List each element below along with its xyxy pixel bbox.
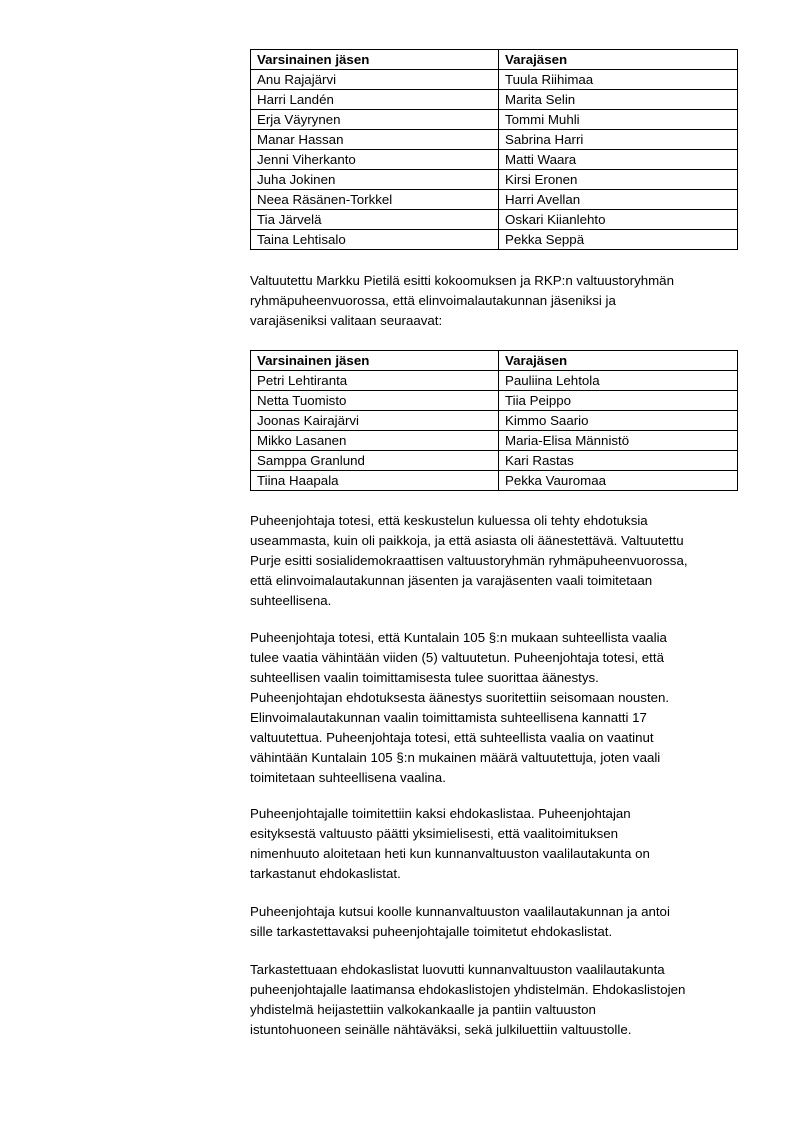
table-row <box>251 230 738 250</box>
text-line: Valtuutettu Markku Pietilä esitti kokoomuksen ja RKP:n valtuustoryhmän <box>250 273 674 288</box>
text-line: suhteellisen vaalin toimittamisesta tulee suorittaa äänestys. <box>250 670 599 685</box>
table-cell: Anu Rajajärvi <box>251 70 499 90</box>
table-cell: Maria-Elisa Männistö <box>499 431 738 451</box>
table-cell: Jenni Viherkanto <box>251 150 499 170</box>
table-cell: Sabrina Harri <box>499 130 738 150</box>
text-line: että elinvoimalautakunnan jäsenten ja varajäsenten vaali toimitetaan <box>250 573 653 588</box>
text-line: istuntohuoneen seinälle nähtäväksi, sekä julkiluettiin valtuustolle. <box>250 1022 632 1037</box>
members-table-1 <box>250 49 738 250</box>
text-line: Purje esitti sosialidemokraattisen valtuustoryhmän ryhmäpuheenvuorossa, <box>250 553 688 568</box>
table-header-row <box>251 50 738 70</box>
table-row <box>251 190 738 210</box>
text-line: puheenjohtajalle laatimansa ehdokaslistojen yhdistelmän. Ehdokaslistojen <box>250 982 686 997</box>
table-row <box>251 431 738 451</box>
table-row <box>251 451 738 471</box>
table-row <box>251 471 738 491</box>
table-row <box>251 90 738 110</box>
table-cell: Oskari Kiianlehto <box>499 210 738 230</box>
text-line: esityksestä valtuusto päätti yksimielisesti, että vaalitoimituksen <box>250 826 619 841</box>
table-cell: Tommi Muhli <box>499 110 738 130</box>
table-cell: Pekka Vauromaa <box>499 471 738 491</box>
paragraph-election-board <box>250 902 750 942</box>
text-line: vähintään Kuntalain 105 §:n mukainen määrä valtuutettuja, joten vaali <box>250 750 661 765</box>
table-cell: Kimmo Saario <box>499 411 738 431</box>
header-cell: Varajäsen <box>499 351 738 371</box>
table-row <box>251 170 738 190</box>
paragraph-vote <box>250 628 750 788</box>
table-row <box>251 150 738 170</box>
table-header-row <box>251 351 738 371</box>
table-cell: Tiia Peippo <box>499 391 738 411</box>
table-cell: Marita Selin <box>499 90 738 110</box>
table-row <box>251 391 738 411</box>
text-line: ryhmäpuheenvuorossa, että elinvoimalautakunnan jäseniksi ja <box>250 293 616 308</box>
table-cell: Kirsi Eronen <box>499 170 738 190</box>
table-row <box>251 110 738 130</box>
table-row <box>251 70 738 90</box>
paragraph-nomination-proposal <box>250 271 750 331</box>
text-line: tarkastanut ehdokaslistat. <box>250 866 401 881</box>
table-cell: Pauliina Lehtola <box>499 371 738 391</box>
table-cell: Manar Hassan <box>251 130 499 150</box>
table-row <box>251 130 738 150</box>
table-cell: Mikko Lasanen <box>251 431 499 451</box>
text-line: tulee vaatia vähintään viiden (5) valtuutetun. Puheenjohtaja totesi, että <box>250 650 664 665</box>
table-cell: Joonas Kairajärvi <box>251 411 499 431</box>
paragraph-list-combination <box>250 960 750 1040</box>
table-cell: Tiina Haapala <box>251 471 499 491</box>
table-cell: Petri Lehtiranta <box>251 371 499 391</box>
table-cell: Harri Landén <box>251 90 499 110</box>
text-line: useammasta, kuin oli paikkoja, ja että asiasta oli äänestettävä. Valtuutettu <box>250 533 684 548</box>
text-line: suhteellisena. <box>250 593 332 608</box>
text-line: Puheenjohtajan ehdotuksesta äänestys suoritettiin seisomaan nousten. <box>250 690 670 705</box>
text-line: Tarkastettuaan ehdokaslistat luovutti kunnanvaltuuston vaalilautakunta <box>250 962 665 977</box>
text-line: Puheenjohtaja totesi, että Kuntalain 105 §:n mukaan suhteellista vaalia <box>250 630 667 645</box>
text-line: Puheenjohtaja totesi, että keskustelun kuluessa oli tehty ehdotuksia <box>250 513 648 528</box>
table-cell: Samppa Granlund <box>251 451 499 471</box>
table-cell: Neea Räsänen-Torkkel <box>251 190 499 210</box>
table-cell: Erja Väyrynen <box>251 110 499 130</box>
table-cell: Taina Lehtisalo <box>251 230 499 250</box>
text-line: Puheenjohtaja kutsui koolle kunnanvaltuuston vaalilautakunnan ja antoi <box>250 904 670 919</box>
table-row <box>251 371 738 391</box>
text-line: yhdistelmä heijastettiin valkokankaalle ja pantiin valtuuston <box>250 1002 596 1017</box>
table-row <box>251 210 738 230</box>
table-row <box>251 411 738 431</box>
table-cell: Matti Waara <box>499 150 738 170</box>
text-line: varajäseniksi valitaan seuraavat: <box>250 313 443 328</box>
table-cell: Tia Järvelä <box>251 210 499 230</box>
header-cell: Varsinainen jäsen <box>251 50 499 70</box>
paragraph-proportional-proposal <box>250 511 750 611</box>
text-line: valtuutettua. Puheenjohtaja totesi, että suhteellista vaalia on vaatinut <box>250 730 654 745</box>
text-line: toimitetaan suhteellisena vaalina. <box>250 770 446 785</box>
table-cell: Harri Avellan <box>499 190 738 210</box>
header-cell: Varajäsen <box>499 50 738 70</box>
table-cell: Juha Jokinen <box>251 170 499 190</box>
table-cell: Kari Rastas <box>499 451 738 471</box>
table-cell: Pekka Seppä <box>499 230 738 250</box>
text-line: Elinvoimalautakunnan vaalin toimittamista suhteellisena kannatti 17 <box>250 710 647 725</box>
header-cell: Varsinainen jäsen <box>251 351 499 371</box>
table-cell: Tuula Riihimaa <box>499 70 738 90</box>
text-line: sille tarkastettavaksi puheenjohtajalle toimitetut ehdokaslistat. <box>250 924 613 939</box>
text-line: Puheenjohtajalle toimitettiin kaksi ehdokaslistaa. Puheenjohtajan <box>250 806 631 821</box>
text-line: nimenhuuto aloitetaan heti kun kunnanvaltuuston vaalilautakunta on <box>250 846 650 861</box>
paragraph-candidate-lists <box>250 804 750 884</box>
members-table-2 <box>250 350 738 491</box>
table-cell: Netta Tuomisto <box>251 391 499 411</box>
